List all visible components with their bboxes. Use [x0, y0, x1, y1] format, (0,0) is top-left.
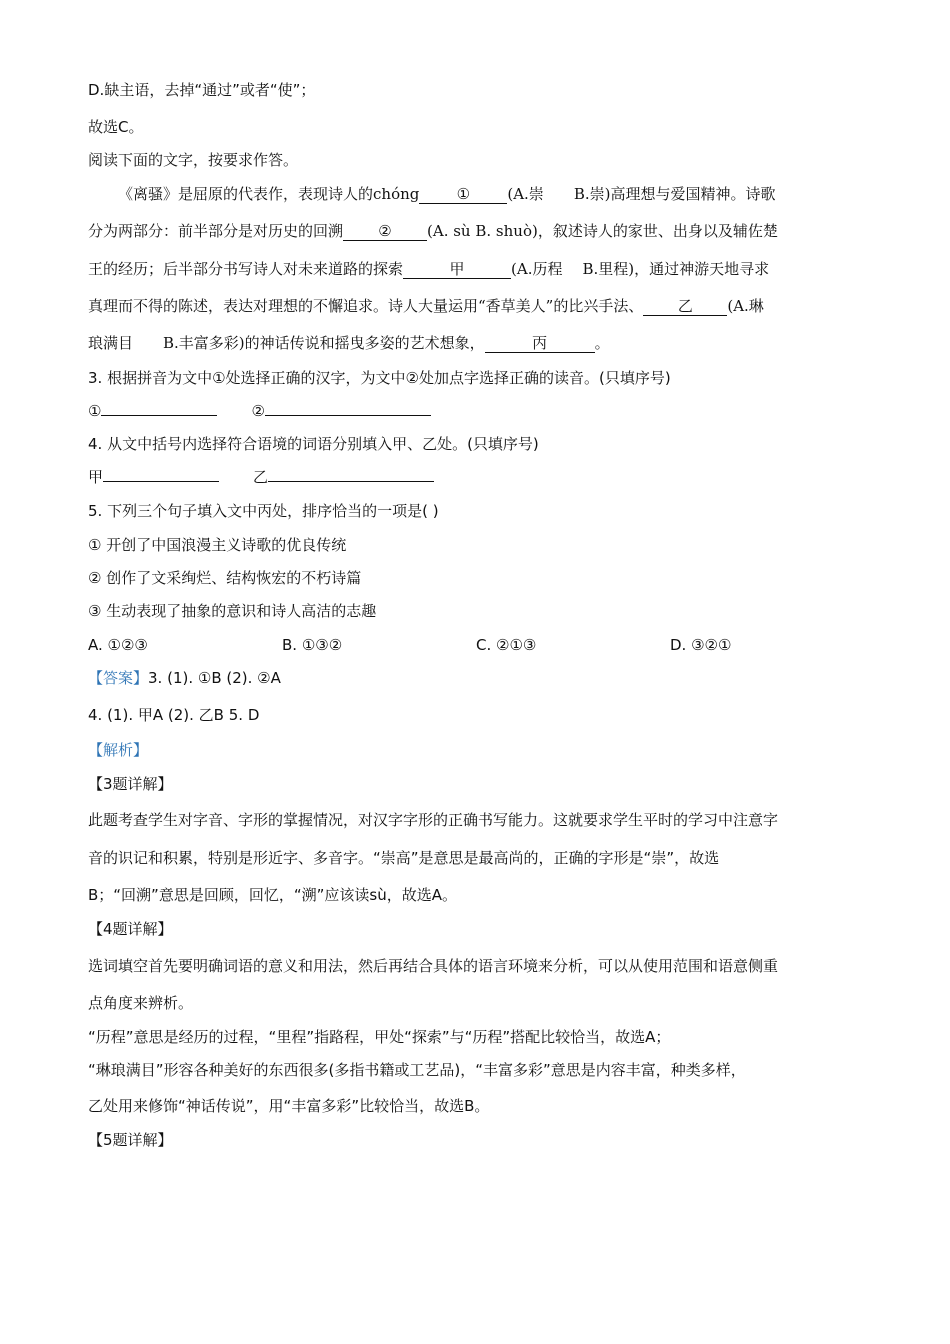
- blank-yi: 乙: [643, 297, 727, 316]
- answer-blank-1[interactable]: [101, 415, 217, 416]
- answer-blank-yi[interactable]: [268, 481, 434, 482]
- blank-1: ①: [419, 185, 507, 204]
- passage-text: 王的经历；后半部分书写诗人对未来道路的探索: [88, 260, 404, 278]
- section-heading: 【3题详解】: [88, 775, 173, 793]
- answer-blanks-q3: [88, 401, 431, 421]
- blank-label: 乙: [253, 468, 269, 486]
- passage-text: (A.崇: [507, 185, 544, 203]
- option-d: D. ③②①: [670, 636, 732, 654]
- passage-line: [88, 259, 769, 279]
- analysis-text: 音的识记和积累，特别是形近字、多音字。“崇高”是意思是最高尚的，正确的字形是“崇”，故选: [88, 849, 720, 867]
- answer-label: 【答案】: [88, 669, 149, 687]
- text-line: 阅读下面的文字，按要求作答。: [88, 151, 299, 169]
- passage-text: 《离骚》是屈原的代表作，表现诗人的chóng: [118, 185, 420, 203]
- section-heading: 【4题详解】: [88, 920, 173, 938]
- text-line: 故选C。: [88, 118, 144, 136]
- blank-label: ②: [251, 402, 265, 420]
- question-3: 3. 根据拼音为文中①处选择正确的汉字，为文中②处加点字选择正确的读音。(只填序号): [88, 369, 671, 387]
- passage-text: (A. sù B. shuò)，叙述诗人的家世、出身以及辅佐楚: [427, 222, 778, 240]
- answer-text: 3. (1). ①B (2). ②A: [148, 669, 281, 687]
- answer-line-2: 4. (1). 甲A (2). 乙B 5. D: [88, 706, 260, 724]
- analysis-text: 乙处用来修饰“神话传说”，用“丰富多彩”比较恰当，故选B。: [88, 1097, 490, 1115]
- sentence-3: ③ 生动表现了抽象的意识和诗人高洁的志趣: [88, 602, 377, 620]
- analysis-text: 此题考查学生对字音、字形的掌握情况，对汉字字形的正确书写能力。这就要求学生平时的学习中注意字: [88, 811, 779, 829]
- passage-text: (A.历程: [511, 260, 563, 278]
- text-line: D.缺主语，去掉“通过”或者“使”；: [88, 81, 316, 99]
- option-b: B. ①③②: [282, 636, 343, 654]
- passage-text: 琅满目: [88, 334, 134, 352]
- passage-line: [88, 333, 610, 353]
- sentence-2: ② 创作了文采绚烂、结构恢宏的不朽诗篇: [88, 569, 362, 587]
- answer-line: [88, 668, 281, 688]
- blank-2: ②: [343, 222, 427, 241]
- sentence-1: ① 开创了中国浪漫主义诗歌的优良传统: [88, 536, 347, 554]
- blank-label: ①: [88, 402, 102, 420]
- section-heading: 【5题详解】: [88, 1131, 173, 1149]
- analysis-text: 选词填空首先要明确词语的意义和用法，然后再结合具体的语言环境来分析，可以从使用范围和语意侧重: [88, 957, 779, 975]
- passage-line: [88, 296, 764, 316]
- question-4: 4. 从文中括号内选择符合语境的词语分别填入甲、乙处。(只填序号): [88, 435, 539, 453]
- blank-jia: 甲: [403, 260, 511, 279]
- analysis-text: “琳琅满目”形容各种美好的东西很多(多指书籍或工艺品)，“丰富多彩”意思是内容丰富，种类多样，: [88, 1061, 746, 1079]
- analysis-text: 点角度来辨析。: [88, 994, 194, 1012]
- answer-blanks-q4: [88, 467, 434, 487]
- passage-text: B.里程)，通过神游天地寻求: [582, 260, 770, 278]
- passage-text: B.丰富多彩)的神话传说和摇曳多姿的艺术想象，: [163, 334, 485, 352]
- blank-label: 甲: [88, 468, 104, 486]
- blank-bing: 丙: [485, 334, 595, 353]
- option-a: A. ①②③: [88, 636, 148, 654]
- analysis-text: “历程”意思是经历的过程，“里程”指路程，甲处“探索”与“历程”搭配比较恰当，故选A；: [88, 1028, 671, 1046]
- passage-line: [88, 221, 778, 241]
- passage-text: 真理而不得的陈述，表达对理想的不懈追求。诗人大量运用“香草美人”的比兴手法、: [88, 297, 644, 315]
- passage-text: B.崇)高理想与爱国精神。诗歌: [573, 185, 776, 203]
- passage-text: 分为两部分：前半部分是对历史的回溯: [88, 222, 344, 240]
- passage-text: (A.琳: [727, 297, 764, 315]
- answer-blank-jia[interactable]: [103, 481, 219, 482]
- passage-line: [118, 184, 775, 204]
- option-c: C. ②①③: [476, 636, 537, 654]
- answer-blank-2[interactable]: [265, 415, 431, 416]
- analysis-text: B；“回溯”意思是回顾，回忆，“溯”应该读sù，故选A。: [88, 886, 457, 904]
- passage-text: 。: [594, 334, 610, 352]
- analysis-label: 【解析】: [88, 741, 149, 759]
- question-5: 5. 下列三个句子填入文中丙处，排序恰当的一项是( ): [88, 502, 439, 520]
